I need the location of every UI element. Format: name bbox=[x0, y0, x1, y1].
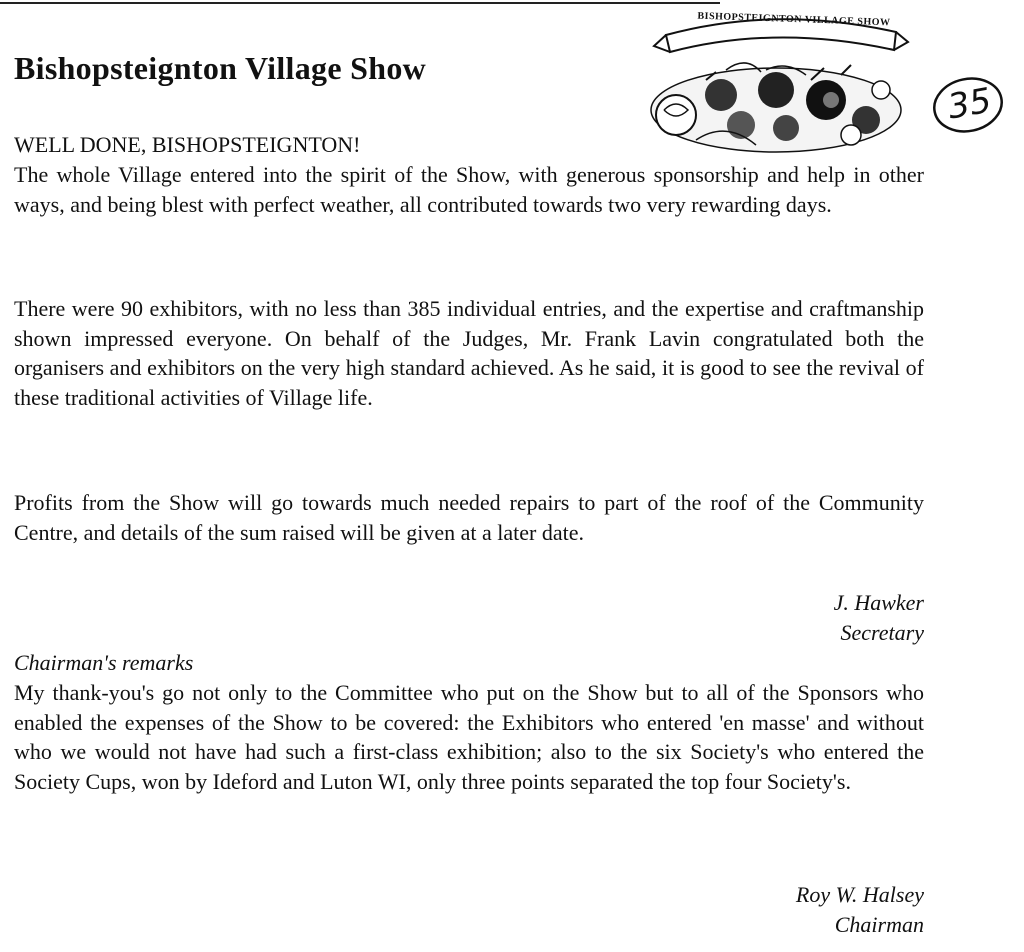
secretary-signature bbox=[834, 588, 924, 648]
paragraph-exhibitors: There were 90 exhibitors, with no less than 385 individual entries, and the expertise and craftmanship shown impressed everyone. On behalf of the Judges, Mr. Frank Lavin congratulated both the organisers and exhibitors on the very high standard achieved. As he said, it is good to see the revival of these traditional activities of Village life. bbox=[14, 296, 924, 410]
chairman-signature bbox=[796, 880, 924, 940]
paragraph-intro: The whole Village entered into the spirit of the Show, with generous sponsorship and help in other ways, and being blest with perfect weather, all contributed towards two very rewarding days. bbox=[14, 162, 924, 217]
paragraph-profits: Profits from the Show will go towards much needed repairs to part of the roof of the Community Centre, and details of the sum raised will be given at a later date. bbox=[14, 490, 924, 545]
chairman-name: Roy W. Halsey bbox=[795, 882, 924, 907]
paragraph-chairman: My thank-you's go not only to the Committee who put on the Show but to all of the Sponsors who enabled the expenses of the Show to be covered: the Exhibitors who entered 'en masse' and without who we would not have had such a first-class exhibition; also to the six Society's who entered the Society Cups, won by Ideford and Luton WI, only three points separated the top four Society's. bbox=[14, 680, 924, 794]
headline: WELL DONE, BISHOPSTEIGNTON! bbox=[14, 132, 361, 157]
chairman-heading: Chairman's remarks bbox=[14, 650, 194, 675]
logo-banner-text: BISHOPSTEIGNTON VILLAGE SHOW bbox=[697, 10, 891, 29]
scan-top-edge-line bbox=[0, 2, 720, 4]
secretary-name: J. Hawker bbox=[833, 590, 924, 615]
secretary-title: Secretary bbox=[840, 620, 924, 645]
handwritten-number: 35 bbox=[930, 70, 1010, 140]
chairman-title: Chairman bbox=[834, 912, 924, 937]
page-title: Bishopsteignton Village Show bbox=[14, 50, 427, 86]
